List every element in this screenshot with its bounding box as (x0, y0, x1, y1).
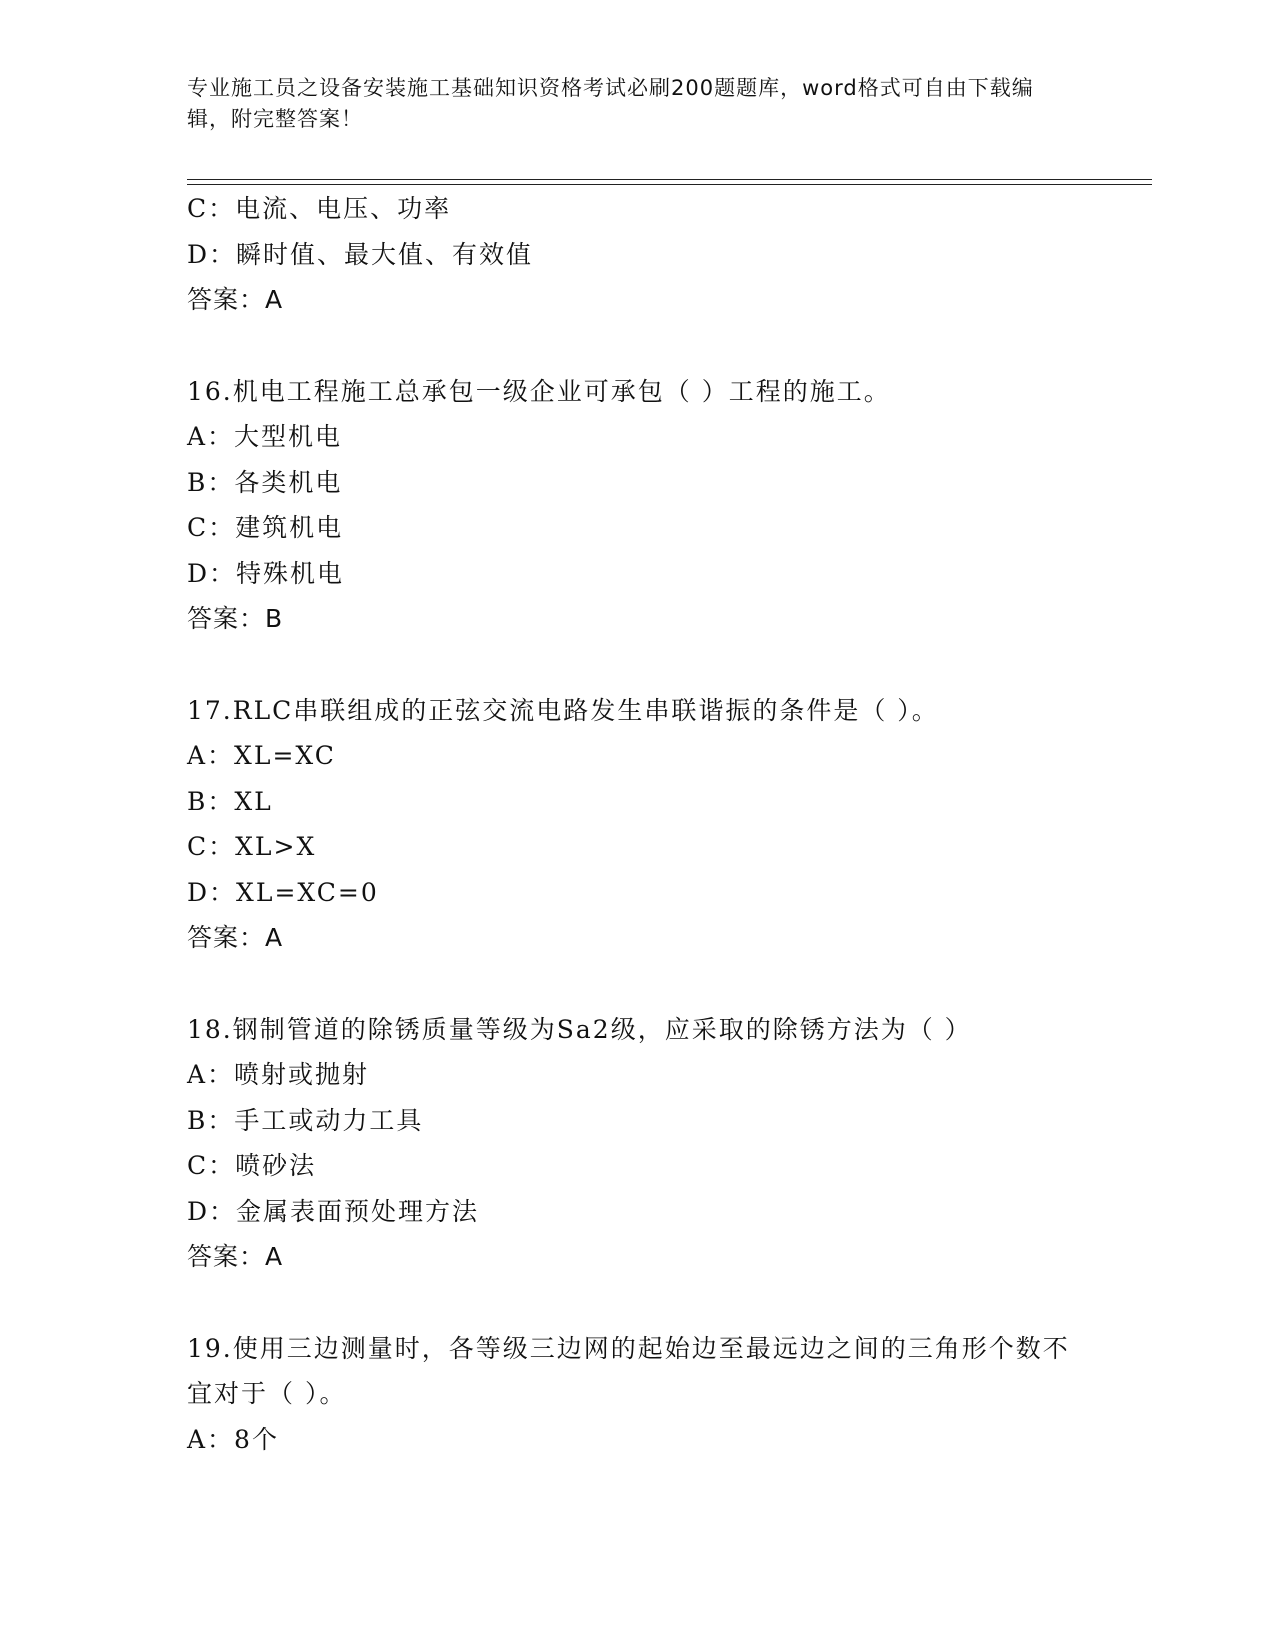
answer-line: 答案：B (187, 604, 284, 633)
option-b: B：手工或动力工具 (187, 1105, 424, 1135)
answer-line: 答案：A (187, 1242, 284, 1271)
option-c: C：建筑机电 (187, 513, 344, 542)
option-a: A：大型机电 (187, 422, 343, 451)
page-header: 专业施工员之设备安装施工基础知识资格考试必刷200题题库，word格式可自由下载编辑，附完整答案！ (187, 76, 1034, 131)
header-divider-bottom (187, 184, 1152, 185)
question-list (187, 186, 1087, 1462)
option-c: C：XL>X (187, 832, 317, 861)
question-stem: 17.RLC串联组成的正弦交流电路发生串联谐振的条件是（ ）。 (187, 695, 939, 725)
question-stem: 19.使用三边测量时，各等级三边网的起始边至最远边之间的三角形个数不宜对于（ ）。 (187, 1333, 1070, 1408)
question-stem: 18.钢制管道的除锈质量等级为Sa2级，应采取的除锈方法为（ ） (187, 1014, 972, 1044)
option-d: D：瞬时值、最大值、有效值 (187, 239, 534, 269)
option-d: D：XL=XC=0 (187, 877, 379, 907)
question-stem: 16.机电工程施工总承包一级企业可承包（ ）工程的施工。 (187, 376, 891, 406)
option-d: D：特殊机电 (187, 558, 345, 588)
option-b: B：各类机电 (187, 467, 343, 497)
header-divider-top (187, 179, 1152, 180)
option-a: A：喷射或抛射 (187, 1060, 370, 1089)
option-a: A：8个 (187, 1424, 279, 1454)
option-b: B：XL (187, 786, 273, 816)
answer-line: 答案：A (187, 285, 284, 314)
option-c: C：电流、电压、功率 (187, 194, 452, 223)
option-c: C：喷砂法 (187, 1151, 317, 1180)
option-a: A：XL=XC (187, 741, 336, 770)
answer-line: 答案：A (187, 923, 284, 952)
option-d: D：金属表面预处理方法 (187, 1196, 480, 1226)
